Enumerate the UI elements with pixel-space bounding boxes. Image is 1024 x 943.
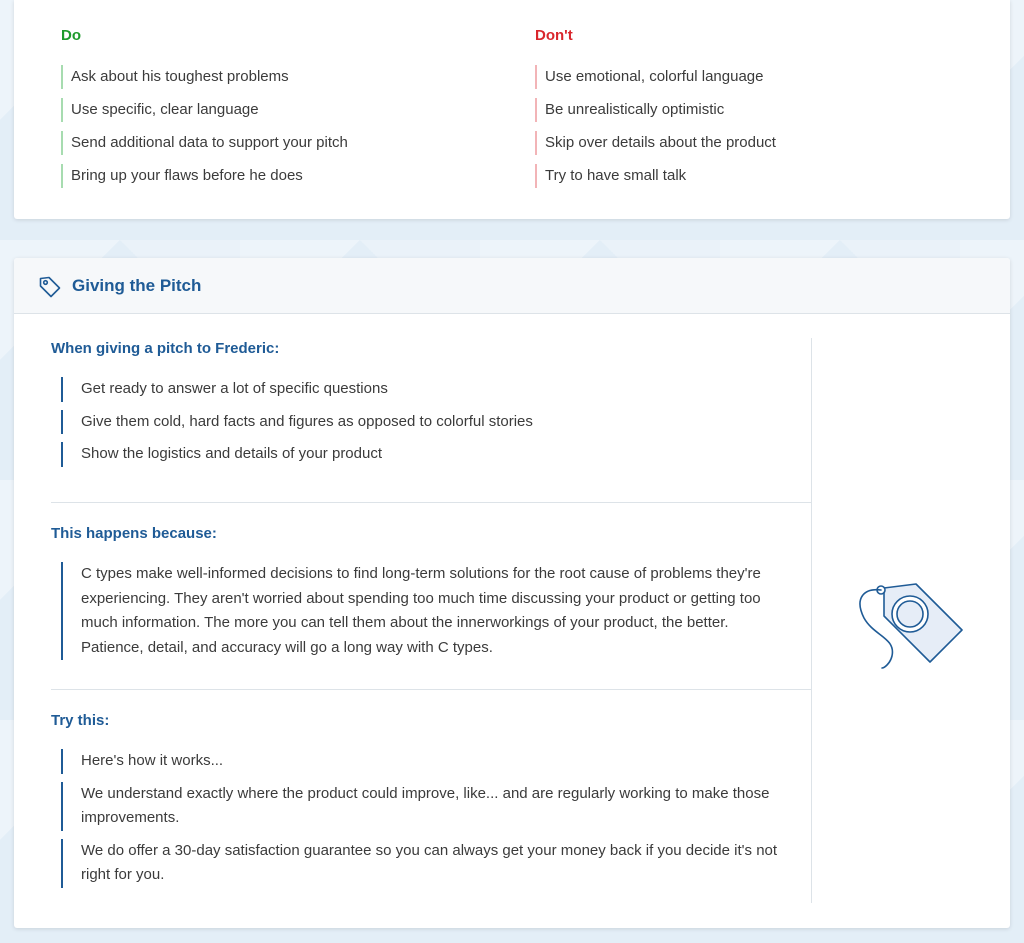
- card-header: [14, 258, 1010, 314]
- dont-column: [535, 26, 776, 197]
- list-item: We understand exactly where the product could improve, like... and are regularly working to make those improvements.: [61, 782, 812, 831]
- list-item: Use specific, clear language: [61, 98, 348, 122]
- list-item: Be unrealistically optimistic: [535, 98, 776, 122]
- section-list: [51, 562, 812, 660]
- list-item: Give them cold, hard facts and figures as opposed to colorful stories: [61, 410, 812, 435]
- list-item: C types make well-informed decisions to find long-term solutions for the root cause of problems they're experiencing. They aren't worried about spending too much time discussing your product or getting too much information. The more you can tell them about the innerworkings of your product, the better. Patience, detail, and accuracy will go a long way with C types.: [61, 562, 812, 660]
- list-item: Get ready to answer a lot of specific questions: [61, 377, 812, 402]
- list-item: Use emotional, colorful language: [535, 65, 776, 89]
- section-title: This happens because:: [51, 525, 217, 542]
- list-item: Ask about his toughest problems: [61, 65, 348, 89]
- section-list: [51, 749, 812, 888]
- price-tag-illustration: [854, 568, 969, 673]
- section-title: When giving a pitch to Frederic:: [51, 340, 280, 357]
- pitch-section-try-this: [51, 690, 812, 888]
- list-item: We do offer a 30-day satisfaction guarantee so you can always get your money back if you decide it's not right for you.: [61, 839, 812, 888]
- do-column: [61, 26, 348, 197]
- list-item: Send additional data to support your pitch: [61, 131, 348, 155]
- section-title: Try this:: [51, 712, 110, 729]
- dont-list: [535, 65, 776, 188]
- pitch-section-when-giving: [51, 338, 812, 502]
- do-dont-card: [14, 0, 1010, 219]
- list-item: Here's how it works...: [61, 749, 812, 774]
- list-item: Bring up your flaws before he does: [61, 164, 348, 188]
- list-item: Try to have small talk: [535, 164, 776, 188]
- card-title: Giving the Pitch: [72, 276, 202, 295]
- pitch-content: [51, 338, 812, 896]
- list-item: Skip over details about the product: [535, 131, 776, 155]
- vertical-divider: [811, 338, 812, 903]
- list-item: Show the logistics and details of your product: [61, 442, 812, 467]
- giving-pitch-card: [14, 258, 1010, 928]
- section-list: [51, 377, 812, 467]
- do-list: [61, 65, 348, 188]
- do-title: Do: [61, 27, 81, 44]
- pitch-section-because: [51, 503, 812, 689]
- dont-title: Don't: [535, 27, 573, 44]
- tag-icon: [38, 275, 62, 299]
